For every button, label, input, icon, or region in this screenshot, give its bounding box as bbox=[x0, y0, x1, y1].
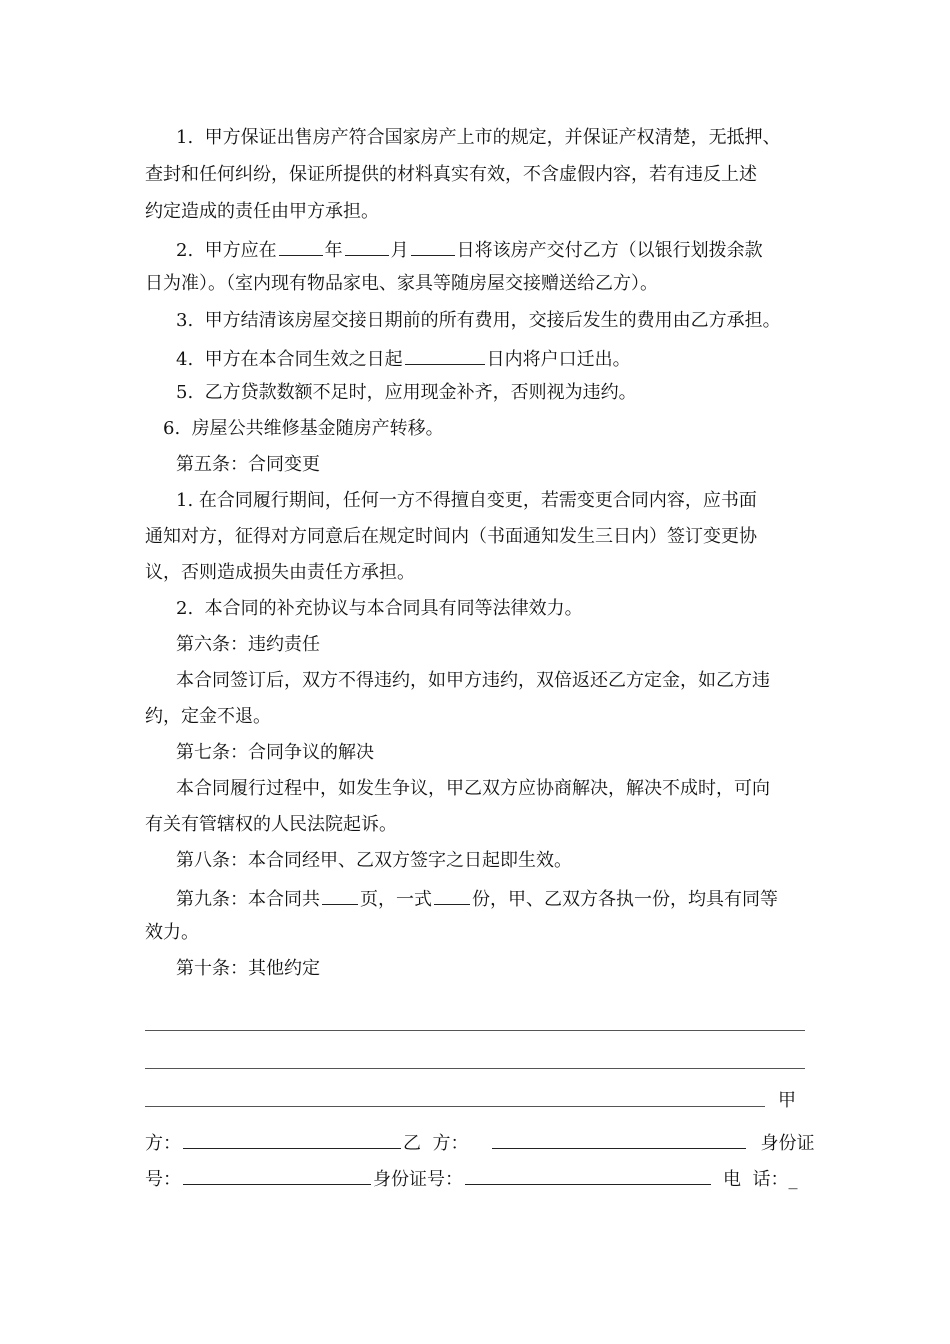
days-blank[interactable] bbox=[405, 346, 485, 365]
clause-4-1-line-1: 1. 甲方保证出售房产符合国家房产上市的规定，并保证产权清楚，无抵押、 bbox=[176, 127, 781, 148]
clause-4-1-line-3: 约定造成的责任由甲方承担。 bbox=[145, 201, 379, 222]
party-b-id-label: 身份证号： bbox=[373, 1169, 463, 1190]
id-number-label-head: 身份证 bbox=[760, 1133, 815, 1154]
article-9-text-c: 份，甲、乙双方各执一份，均具有同等 bbox=[472, 889, 778, 910]
party-a-field[interactable] bbox=[183, 1130, 401, 1149]
article-6-line-1: 本合同签订后，双方不得违约，如甲方违约，双倍返还乙方定金，如乙方违 bbox=[176, 670, 770, 691]
article-7-title: 第七条：合同争议的解决 bbox=[176, 742, 374, 763]
party-b-field[interactable] bbox=[492, 1130, 746, 1149]
article-5-2: 2. 本合同的补充协议与本合同具有同等法律效力。 bbox=[176, 598, 583, 619]
article-7-line-2: 有关有管辖权的人民法院起诉。 bbox=[145, 814, 397, 835]
year-blank[interactable] bbox=[279, 237, 323, 256]
article-9-line-2: 效力。 bbox=[145, 922, 199, 943]
clause-4-4-text-a: 4. 甲方在本合同生效之日起 bbox=[176, 349, 403, 370]
other-terms-line-3[interactable] bbox=[145, 1106, 765, 1107]
article-9-text-b: 页，一式 bbox=[360, 889, 432, 910]
article-6-line-2: 约，定金不退。 bbox=[145, 706, 271, 727]
article-9-text-a: 第九条：本合同共 bbox=[176, 889, 320, 910]
other-terms-line-1[interactable] bbox=[145, 1030, 805, 1031]
article-8: 第八条：本合同经甲、乙双方签字之日起即生效。 bbox=[176, 850, 572, 871]
pages-blank[interactable] bbox=[322, 886, 358, 905]
article-5-title: 第五条：合同变更 bbox=[176, 454, 320, 475]
clause-4-4-text-b: 日内将户口迁出。 bbox=[486, 349, 631, 370]
phone-label: 电 话：_ bbox=[723, 1169, 798, 1190]
article-5-1-line-1: 1. 在合同履行期间，任何一方不得擅自变更，若需变更合同内容，应书面 bbox=[176, 490, 757, 511]
party-b-label: 乙 方： bbox=[403, 1133, 469, 1154]
clause-4-5: 5. 乙方贷款数额不足时，应用现金补齐，否则视为违约。 bbox=[176, 382, 637, 403]
clause-4-2-text-a: 2. 甲方应在 bbox=[176, 240, 277, 261]
party-b-id-field[interactable] bbox=[465, 1166, 711, 1185]
article-7-line-1: 本合同履行过程中，如发生争议，甲乙双方应协商解决，解决不成时，可向 bbox=[176, 778, 770, 799]
article-5-1-line-3: 议，否则造成损失由责任方承担。 bbox=[145, 562, 415, 583]
clause-4-3: 3. 甲方结清该房屋交接日期前的所有费用，交接后发生的费用由乙方承担。 bbox=[176, 310, 781, 331]
article-9-line-1 bbox=[176, 886, 778, 911]
clause-4-2-text-b: 年 bbox=[324, 240, 343, 261]
article-6-title: 第六条：违约责任 bbox=[176, 634, 320, 655]
clause-4-2-text-c: 月 bbox=[390, 240, 409, 261]
article-10-title: 第十条：其他约定 bbox=[176, 958, 320, 979]
clause-4-2-line-2: 日为准）。（室内现有物品家电、家具等随房屋交接赠送给乙方）。 bbox=[145, 273, 658, 294]
clause-4-2-line-1 bbox=[176, 237, 763, 262]
month-blank[interactable] bbox=[345, 237, 389, 256]
signature-row-1 bbox=[145, 1130, 814, 1155]
clause-4-4 bbox=[176, 346, 631, 371]
id-number-label-tail: 号： bbox=[145, 1169, 181, 1190]
clause-4-1-line-2: 查封和任何纠纷，保证所提供的材料真实有效，不含虚假内容，若有违反上述 bbox=[145, 164, 757, 185]
article-5-1-line-2: 通知对方，征得对方同意后在规定时间内（书面通知发生三日内）签订变更协 bbox=[145, 526, 757, 547]
clause-4-6: 6. 房屋公共维修基金随房产转移。 bbox=[163, 418, 444, 439]
clause-4-2-text-d: 日将该房产交付乙方（以银行划拨余款 bbox=[456, 240, 763, 261]
signature-row-2 bbox=[145, 1166, 797, 1191]
day-blank[interactable] bbox=[411, 237, 455, 256]
copies-blank[interactable] bbox=[434, 886, 470, 905]
party-a-label-head: 甲 bbox=[778, 1090, 796, 1111]
party-a-id-field[interactable] bbox=[183, 1166, 371, 1185]
party-a-label-tail: 方： bbox=[145, 1133, 181, 1154]
other-terms-line-2[interactable] bbox=[145, 1068, 805, 1069]
